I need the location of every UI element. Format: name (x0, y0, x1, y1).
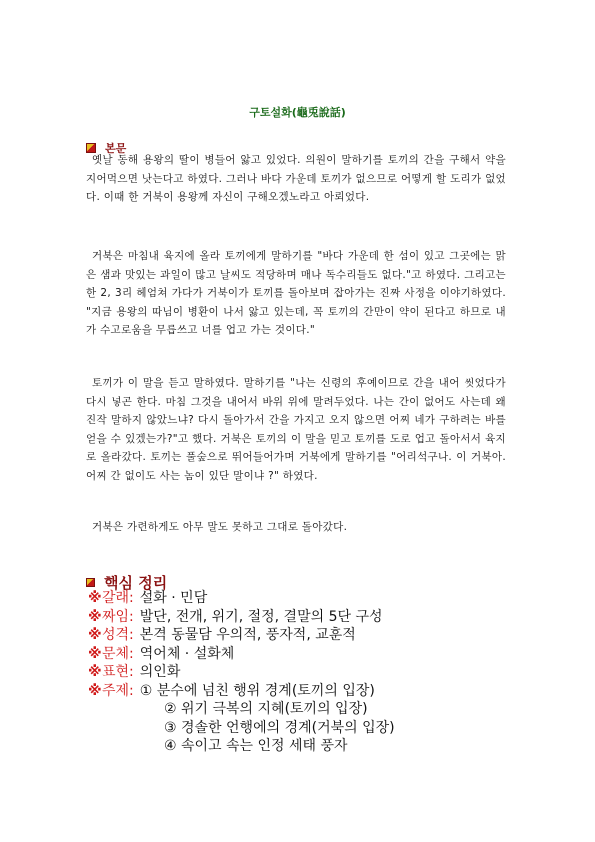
summary-row-style (88, 645, 528, 664)
summary-value: 설화 · 민담 (139, 590, 208, 606)
summary-row-expression (88, 663, 528, 682)
paragraph-text: 토끼가 이 말을 듣고 말하였다. 말하기를 "나는 신령의 후예이므로 간을 내어 씻었다가 다시 넣곤 한다. 마침 그것을 내어서 바위 위에 말려두었다. 나는 간이 없어도 사는데 왜 진작 말하지 않았느냐? 다시 돌아가서 간을 가지고 오지 않으면 어찌 네가 구하려는 바를 얻을 수 있겠는가?"고 했다. 거북은 토끼의 이 말을 믿고 토끼를 도로 업고 돌아서서 육지로 올라갔다. 토끼는 풀숲으로 뛰어들어가며 거북에게 말하기를 "어리석구나. 이 거북아. 어찌 간 없이도 사는 놈이 있단 말이냐 ?" 하였다. (86, 377, 506, 482)
summary-value: 본격 동물담 우의적, 풍자적, 교훈적 (139, 627, 356, 643)
theme-subitem: ④ 속이고 속는 인정 세태 풍자 (164, 738, 348, 754)
summary-row-structure (88, 608, 528, 627)
paragraph-2 (86, 247, 506, 340)
summary-row-genre (88, 589, 528, 608)
paragraph-1 (86, 151, 506, 207)
summary-label: 갈래: (102, 590, 134, 606)
theme-subitem: ② 위기 극복의 지혜(토끼의 입장) (164, 701, 368, 717)
summary-label: 짜임: (102, 608, 134, 625)
summary-heading-label: 핵심 정리 (104, 574, 168, 592)
summary-list (88, 589, 528, 756)
reference-mark-icon: ※ (88, 590, 102, 606)
theme-subitem: ③ 경솔한 언행에의 경계(거북의 입장) (164, 719, 395, 736)
reference-mark-icon: ※ (88, 664, 102, 680)
reference-mark-icon: ※ (88, 608, 102, 625)
summary-value: 의인화 (139, 664, 181, 680)
square-bullet-icon (86, 578, 95, 587)
reference-mark-icon: ※ (88, 645, 102, 662)
body-heading-label: 본문 (105, 142, 127, 155)
summary-value: 발단, 전개, 위기, 절정, 결말의 5단 구성 (139, 608, 383, 625)
reference-mark-icon: ※ (88, 627, 102, 643)
paragraph-text: 거북은 가련하게도 아무 말도 못하고 그대로 돌아갔다. (92, 521, 348, 533)
summary-value: 역어체 · 설화체 (139, 645, 235, 662)
document-title: 구토설화(龜兎說話) (249, 106, 346, 119)
summary-label: 주제: (102, 682, 134, 699)
paragraph-text: 거북은 마침내 육지에 올라 토끼에게 말하기를 "바다 가운데 한 섬이 있고 그곳에는 맑은 샘과 맛있는 과일이 많고 날씨도 적당하며 매나 독수리들도 없다."고 하였다. 그리고는 한 2, 3리 헤엄쳐 가다가 거북이가 토끼를 돌아보며 잡아가는 진짜 사정을 이야기하였다. "지금 용왕의 따님이 병환이 나서 앓고 있는데, 꼭 토끼의 간만이 약이 된다고 하므로 내가 수고로움을 무릅쓰고 너를 업고 가는 것이다." (86, 250, 506, 336)
summary-label: 성격: (102, 627, 134, 643)
paragraph-text: 옛날 동해 용왕의 딸이 병들어 앓고 있었다. 의원이 말하기를 토끼의 간을 구해서 약을 지어먹으면 낫는다고 하였다. 그러나 바다 가운데 토끼가 없으므로 어떻게 할 도리가 없었다. 이때 한 거북이 용왕께 자신이 구해오겠노라고 아뢰었다. (86, 154, 506, 203)
summary-label: 표현: (102, 664, 134, 680)
paragraph-3 (86, 374, 506, 485)
summary-row-theme (88, 682, 528, 701)
summary-row-character (88, 626, 528, 645)
reference-mark-icon: ※ (88, 682, 102, 699)
summary-label: 문체: (102, 645, 134, 662)
summary-value: ① 분수에 넘친 행위 경계(토끼의 입장) (139, 682, 375, 699)
paragraph-4 (86, 518, 506, 537)
